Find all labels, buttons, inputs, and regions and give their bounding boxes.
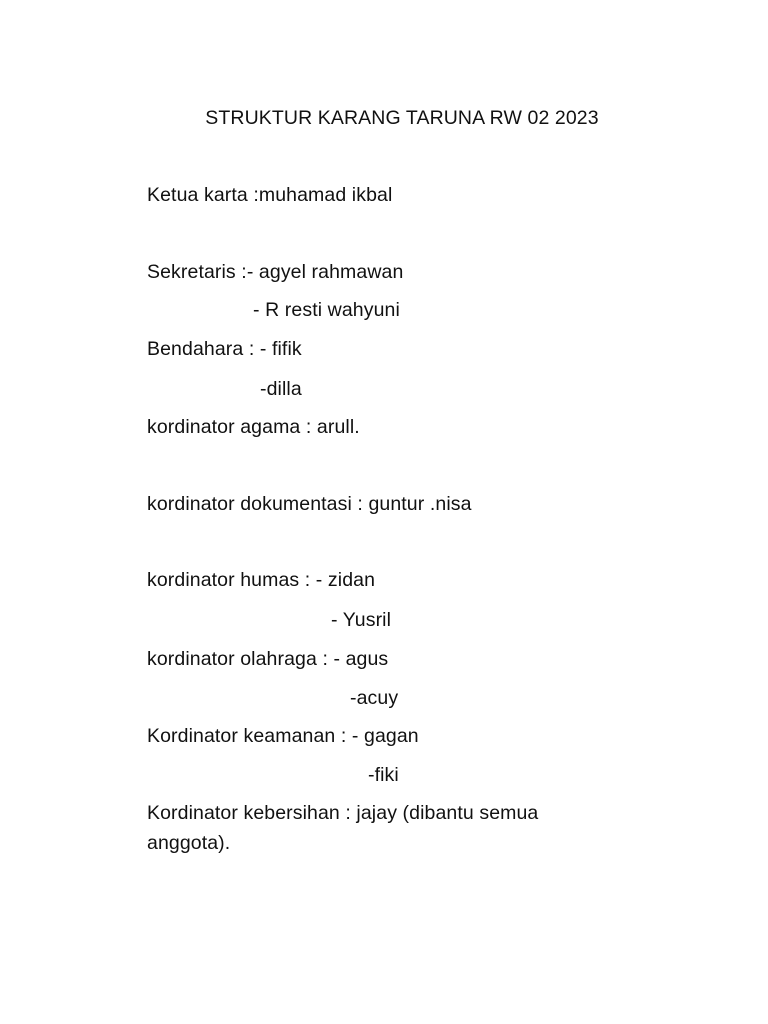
line-ketua: Ketua karta :muhamad ikbal (147, 184, 393, 206)
line-dokumentasi: kordinator dokumentasi : guntur .nisa (147, 493, 472, 515)
line-bendahara-1: Bendahara : - fifik (147, 338, 302, 360)
line-sekretaris-1: Sekretaris :- agyel rahmawan (147, 261, 404, 283)
line-kebersihan-2: anggota). (147, 832, 231, 854)
line-agama: kordinator agama : arull. (147, 416, 360, 438)
line-bendahara-2: -dilla (260, 378, 302, 400)
line-olahraga-2: -acuy (350, 687, 399, 709)
line-kebersihan-1: Kordinator kebersihan : jajay (dibantu semua (147, 802, 539, 824)
document-title: STRUKTUR KARANG TARUNA RW 02 2023 (205, 107, 599, 129)
line-keamanan-1: Kordinator keamanan : - gagan (147, 725, 419, 747)
line-keamanan-2: -fiki (368, 764, 399, 786)
line-humas-2: - Yusril (331, 609, 392, 631)
line-humas-1: kordinator humas : - zidan (147, 569, 376, 591)
line-olahraga-1: kordinator olahraga : - agus (147, 648, 389, 670)
line-sekretaris-2: - R resti wahyuni (253, 299, 400, 321)
